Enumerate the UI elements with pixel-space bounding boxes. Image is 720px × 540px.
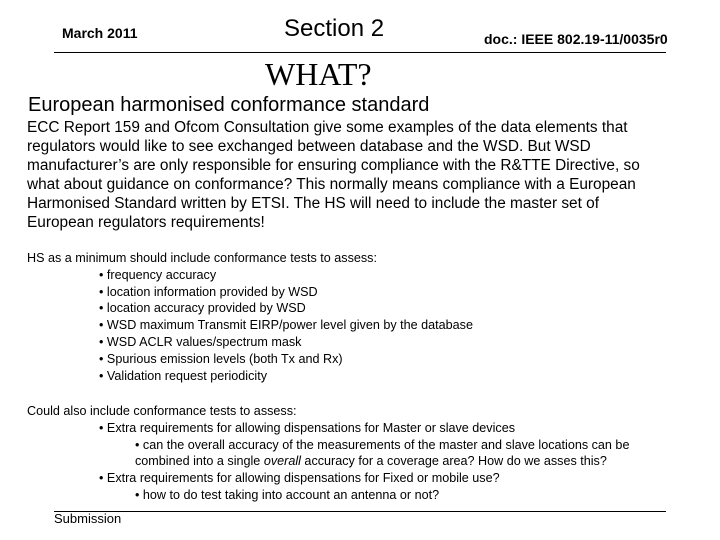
- hs-item: • Validation request periodicity: [27, 368, 473, 385]
- hs-heading: HS as a minimum should include conformance tests to assess:: [27, 251, 377, 265]
- hs-item: • WSD maximum Transmit EIRP/power level given by the database: [27, 317, 473, 334]
- could-heading: Could also include conformance tests to assess:: [27, 404, 297, 418]
- could-item: • Extra requirements for allowing dispensations for Master or slave devices: [27, 420, 629, 437]
- emphasis-overall: overall: [263, 454, 301, 469]
- intro-line: ECC Report 159 and Ofcom Consultation give some examples of the data elements that: [27, 119, 628, 136]
- hs-tests-list: [27, 250, 473, 384]
- intro-line: what about guidance on conformance? This normally means compliance with a European: [27, 176, 636, 193]
- hs-item: • Spurious emission levels (both Tx and Rx): [27, 351, 473, 368]
- hs-item: • WSD ACLR values/spectrum mask: [27, 334, 473, 351]
- could-subitem-text: accuracy for a coverage area? How do we asses this?: [300, 454, 607, 469]
- header-date: March 2011: [62, 25, 138, 41]
- slide-subtitle: European harmonised conformance standard: [28, 94, 430, 116]
- footer-submission: Submission: [54, 511, 122, 526]
- intro-line: Harmonised Standard written by ETSI. The HS will need to include the master set of: [27, 195, 600, 212]
- could-tests-list: [27, 403, 629, 504]
- footer-rule: [54, 511, 666, 512]
- intro-line: regulators would like to see exchanged between database and the WSD. But WSD: [27, 138, 591, 155]
- slide-title: WHAT?: [265, 56, 372, 92]
- intro-line: European regulators requirements!: [27, 214, 265, 231]
- could-subitem: • can the overall accuracy of the measurements of the master and slave locations can be: [27, 437, 629, 454]
- hs-item: • frequency accuracy: [27, 267, 473, 284]
- header-rule: [54, 52, 666, 53]
- header-doc-id: doc.: IEEE 802.19-11/0035r0: [484, 31, 668, 47]
- could-subitem-text: combined into a single: [135, 454, 264, 469]
- could-subitem: • how to do test taking into account an antenna or not?: [27, 487, 629, 504]
- hs-item: • location accuracy provided by WSD: [27, 300, 473, 317]
- intro-line: manufacturer’s are only responsible for ensuring compliance with the R&TTE Directive, so: [27, 157, 640, 174]
- hs-item: • location information provided by WSD: [27, 284, 473, 301]
- could-item: • Extra requirements for allowing dispensations for Fixed or mobile use?: [27, 470, 629, 487]
- header-section: Section 2: [284, 15, 385, 42]
- intro-paragraph: [27, 118, 687, 232]
- could-subitem-continuation: [27, 453, 629, 470]
